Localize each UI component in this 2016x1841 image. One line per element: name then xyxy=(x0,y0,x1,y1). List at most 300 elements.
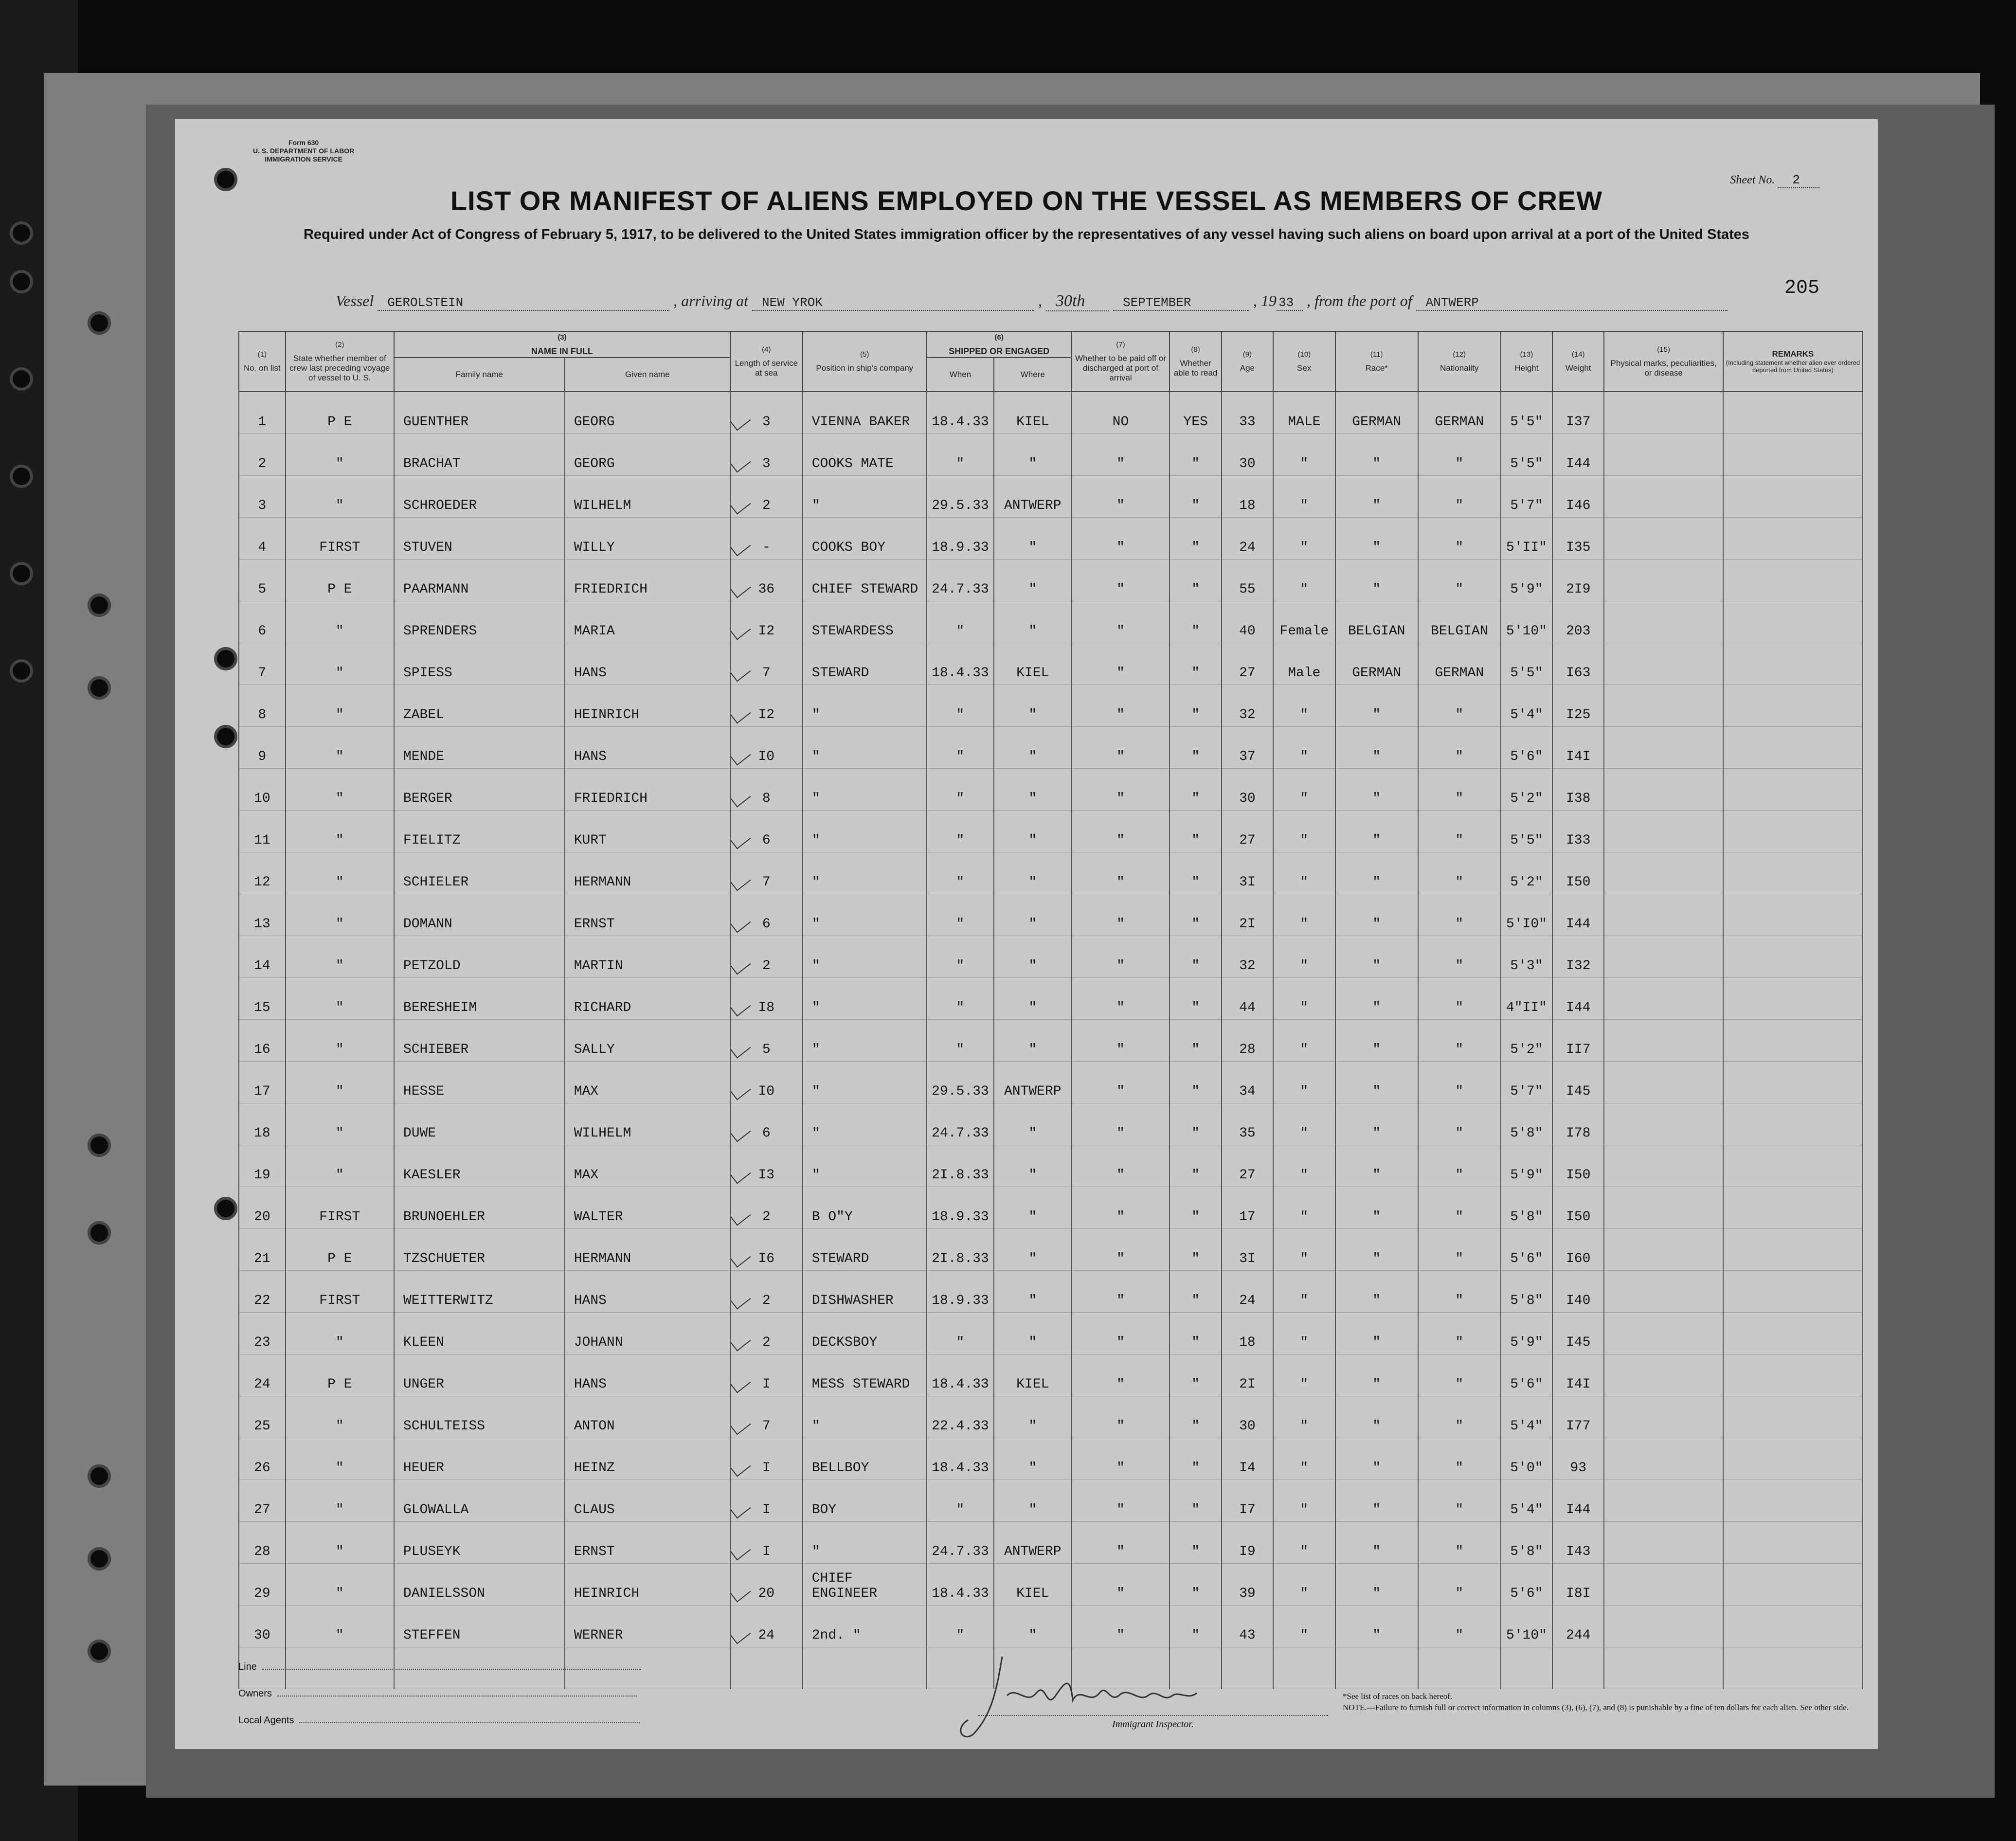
cell-weight: I77 xyxy=(1552,1396,1604,1438)
cell-weight: I4I xyxy=(1552,727,1604,769)
cell-previous-voyage: " xyxy=(286,1020,394,1062)
cell-service-length: - xyxy=(730,518,803,560)
cell-age: 43 xyxy=(1222,1606,1273,1647)
cell-able-to-read: " xyxy=(1170,1062,1221,1103)
cell-position: " xyxy=(803,936,927,978)
cell-able-to-read: " xyxy=(1170,601,1221,643)
cell-weight: I44 xyxy=(1552,1480,1604,1522)
cell-sex: " xyxy=(1273,518,1335,560)
cell-sex: " xyxy=(1273,1271,1335,1313)
cell-race: " xyxy=(1335,1480,1418,1522)
cell-previous-voyage: " xyxy=(286,1564,394,1606)
cell-given-name: WERNER xyxy=(565,1606,730,1647)
cell-shipped-where: " xyxy=(994,1480,1071,1522)
cell-row-number: 6 xyxy=(239,601,286,643)
cell-age: 32 xyxy=(1222,685,1273,727)
binder-hole xyxy=(88,594,111,617)
cell-sex: Male xyxy=(1273,643,1335,685)
cell-position: DISHWASHER xyxy=(803,1271,927,1313)
cell-race: GERMAN xyxy=(1335,392,1418,434)
cell-weight: 244 xyxy=(1552,1606,1604,1647)
cell-service-length: 3 xyxy=(730,392,803,434)
cell-family-name: PAARMANN xyxy=(394,560,565,601)
cell-paid-off: " xyxy=(1071,1564,1170,1606)
cell-shipped-where: " xyxy=(994,852,1071,894)
cell-nationality: " xyxy=(1418,1271,1501,1313)
cell-shipped-when: " xyxy=(927,978,994,1020)
cell-given-name: MAX xyxy=(565,1145,730,1187)
cell-height: 5'II" xyxy=(1501,518,1552,560)
cell-shipped-when: " xyxy=(927,727,994,769)
cell-physical-marks xyxy=(1604,1564,1723,1606)
cell-paid-off: " xyxy=(1071,1354,1170,1396)
cell-shipped-where: KIEL xyxy=(994,392,1071,434)
cell-age: 3I xyxy=(1222,1229,1273,1271)
table-row xyxy=(239,643,1863,685)
col-header-name: (3) NAME IN FULL xyxy=(394,331,730,358)
cell-race: " xyxy=(1335,1313,1418,1354)
cell-family-name: PETZOLD xyxy=(394,936,565,978)
cell-remarks xyxy=(1723,1606,1863,1647)
cell-given-name: HERMANN xyxy=(565,852,730,894)
arrival-port: NEW YROK xyxy=(752,295,1034,311)
cell-able-to-read: " xyxy=(1170,1103,1221,1145)
cell-shipped-when: 29.5.33 xyxy=(927,476,994,518)
cell-remarks xyxy=(1723,1187,1863,1229)
cell-weight: I32 xyxy=(1552,936,1604,978)
cell-nationality: " xyxy=(1418,685,1501,727)
cell-previous-voyage: " xyxy=(286,852,394,894)
cell-height: 5'7" xyxy=(1501,476,1552,518)
cell-previous-voyage: " xyxy=(286,1522,394,1564)
cell-service-length: 2 xyxy=(730,1187,803,1229)
cell-given-name: WALTER xyxy=(565,1187,730,1229)
cell-paid-off: " xyxy=(1071,1522,1170,1564)
cell-sex: " xyxy=(1273,1564,1335,1606)
cell-given-name: RICHARD xyxy=(565,978,730,1020)
cell-shipped-where: KIEL xyxy=(994,1564,1071,1606)
cell-sex: " xyxy=(1273,936,1335,978)
cell-family-name: KLEEN xyxy=(394,1313,565,1354)
cell-previous-voyage: " xyxy=(286,894,394,936)
cell-given-name: HANS xyxy=(565,643,730,685)
cell-service-length: 6 xyxy=(730,1103,803,1145)
cell-shipped-where: " xyxy=(994,811,1071,852)
cell-physical-marks xyxy=(1604,434,1723,476)
table-row xyxy=(239,1271,1863,1313)
cell-able-to-read: " xyxy=(1170,560,1221,601)
cell-sex: " xyxy=(1273,560,1335,601)
table-row xyxy=(239,434,1863,476)
cell-nationality: " xyxy=(1418,1354,1501,1396)
cell-service-length: 7 xyxy=(730,1396,803,1438)
cell-weight: I43 xyxy=(1552,1522,1604,1564)
cell-remarks xyxy=(1723,1103,1863,1145)
col-header-position: (5) Position in ship's company xyxy=(803,331,927,392)
cell-given-name: SALLY xyxy=(565,1020,730,1062)
footer-line-field xyxy=(238,1661,641,1673)
cell-paid-off: " xyxy=(1071,936,1170,978)
cell-age: 34 xyxy=(1222,1062,1273,1103)
table-row xyxy=(239,518,1863,560)
cell-service-length: 7 xyxy=(730,852,803,894)
cell-paid-off: " xyxy=(1071,894,1170,936)
cell-race: " xyxy=(1335,1438,1418,1480)
cell-row-number: 14 xyxy=(239,936,286,978)
cell-weight: I50 xyxy=(1552,1145,1604,1187)
table-row xyxy=(239,1438,1863,1480)
cell-race: " xyxy=(1335,1354,1418,1396)
cell-service-length: 2 xyxy=(730,476,803,518)
cell-nationality: " xyxy=(1418,476,1501,518)
cell-family-name: FIELITZ xyxy=(394,811,565,852)
table-row xyxy=(239,727,1863,769)
cell-nationality: " xyxy=(1418,560,1501,601)
cell-previous-voyage: " xyxy=(286,1480,394,1522)
table-row xyxy=(239,1480,1863,1522)
cell-service-length: 5 xyxy=(730,1020,803,1062)
cell-able-to-read: " xyxy=(1170,1606,1221,1647)
footnote xyxy=(1343,1691,1854,1713)
manifest-sheet xyxy=(175,119,1878,1749)
cell-nationality: " xyxy=(1418,978,1501,1020)
cell-shipped-where: KIEL xyxy=(994,1354,1071,1396)
cell-previous-voyage: " xyxy=(286,727,394,769)
cell-sex: " xyxy=(1273,476,1335,518)
cell-sex: " xyxy=(1273,978,1335,1020)
cell-paid-off: " xyxy=(1071,601,1170,643)
cell-physical-marks xyxy=(1604,936,1723,978)
cell-empty xyxy=(1604,1647,1723,1689)
cell-position: BOY xyxy=(803,1480,927,1522)
cell-race: " xyxy=(1335,1271,1418,1313)
cell-able-to-read: " xyxy=(1170,727,1221,769)
cell-previous-voyage: " xyxy=(286,685,394,727)
form-number: Form 630 xyxy=(288,139,319,146)
cell-able-to-read: " xyxy=(1170,643,1221,685)
cell-able-to-read: " xyxy=(1170,1187,1221,1229)
cell-given-name: HANS xyxy=(565,1271,730,1313)
cell-weight: I40 xyxy=(1552,1271,1604,1313)
cell-race: " xyxy=(1335,727,1418,769)
cell-shipped-when: " xyxy=(927,811,994,852)
cell-race: BELGIAN xyxy=(1335,601,1418,643)
cell-physical-marks xyxy=(1604,1229,1723,1271)
cell-race: " xyxy=(1335,1396,1418,1438)
cell-paid-off: " xyxy=(1071,1020,1170,1062)
binder-hole xyxy=(10,562,33,585)
cell-weight: I37 xyxy=(1552,392,1604,434)
col-header-age: (9) Age xyxy=(1222,331,1273,392)
cell-physical-marks xyxy=(1604,476,1723,518)
cell-physical-marks xyxy=(1604,727,1723,769)
cell-remarks xyxy=(1723,518,1863,560)
cell-family-name: SCHIELER xyxy=(394,852,565,894)
cell-row-number: 24 xyxy=(239,1354,286,1396)
cell-physical-marks xyxy=(1604,1606,1723,1647)
cell-family-name: HESSE xyxy=(394,1062,565,1103)
cell-weight: 2I9 xyxy=(1552,560,1604,601)
col-header-sex: (10) Sex xyxy=(1273,331,1335,392)
cell-given-name: HANS xyxy=(565,1354,730,1396)
cell-shipped-where: " xyxy=(994,1606,1071,1647)
cell-nationality: " xyxy=(1418,1606,1501,1647)
cell-previous-voyage: P E xyxy=(286,1229,394,1271)
cell-race: " xyxy=(1335,685,1418,727)
cell-height: 5'6" xyxy=(1501,1564,1552,1606)
cell-service-length: 6 xyxy=(730,894,803,936)
vessel-line: Vessel GEROLSTEIN , arriving at NEW YROK , 30th SEPTEMBER , 19 33 , from the port of ANTWERP xyxy=(336,292,1728,311)
cell-nationality: " xyxy=(1418,1522,1501,1564)
cell-weight: I63 xyxy=(1552,643,1604,685)
cell-paid-off: " xyxy=(1071,1271,1170,1313)
cell-paid-off: " xyxy=(1071,1480,1170,1522)
binder-hole xyxy=(10,221,33,245)
cell-sex: " xyxy=(1273,1522,1335,1564)
cell-weight: I44 xyxy=(1552,434,1604,476)
cell-position: COOKS MATE xyxy=(803,434,927,476)
cell-paid-off: " xyxy=(1071,1103,1170,1145)
cell-position: CHIEF ENGINEER xyxy=(803,1564,927,1606)
cell-given-name: GEORG xyxy=(565,392,730,434)
cell-service-length: 2 xyxy=(730,1313,803,1354)
cell-able-to-read: " xyxy=(1170,1313,1221,1354)
cell-service-length: I0 xyxy=(730,727,803,769)
binder-hole xyxy=(214,168,237,191)
cell-height: 5'4" xyxy=(1501,1396,1552,1438)
crew-table-frame xyxy=(238,331,1863,1643)
cell-empty xyxy=(1418,1647,1501,1689)
cell-service-length: 2 xyxy=(730,1271,803,1313)
cell-paid-off: NO xyxy=(1071,392,1170,434)
cell-paid-off: " xyxy=(1071,727,1170,769)
cell-sex: " xyxy=(1273,1103,1335,1145)
cell-sex: " xyxy=(1273,1438,1335,1480)
cell-row-number: 4 xyxy=(239,518,286,560)
binder-hole xyxy=(88,1547,111,1570)
table-row xyxy=(239,1564,1863,1606)
footnote-penalty: NOTE.—Failure to furnish full or correct information in columns (3), (6), (7), and (8) is punishable by a fine of ten dollars for each alien. See other side. xyxy=(1343,1703,1849,1712)
binder-hole xyxy=(10,367,33,391)
cell-height: 5'5" xyxy=(1501,392,1552,434)
cell-shipped-where: " xyxy=(994,518,1071,560)
cell-able-to-read: " xyxy=(1170,1438,1221,1480)
cell-sex: " xyxy=(1273,1313,1335,1354)
cell-nationality: " xyxy=(1418,1229,1501,1271)
cell-position: " xyxy=(803,852,927,894)
cell-nationality: " xyxy=(1418,769,1501,811)
sheet-number-label: Sheet No. xyxy=(1730,174,1775,186)
cell-shipped-when: 18.9.33 xyxy=(927,518,994,560)
col-header-given-name: Given name xyxy=(565,358,730,392)
cell-previous-voyage: " xyxy=(286,978,394,1020)
cell-remarks xyxy=(1723,1313,1863,1354)
cell-physical-marks xyxy=(1604,1354,1723,1396)
cell-service-length: I xyxy=(730,1522,803,1564)
cell-family-name: TZSCHUETER xyxy=(394,1229,565,1271)
table-row xyxy=(239,936,1863,978)
cell-age: 3I xyxy=(1222,852,1273,894)
cell-position: " xyxy=(803,1062,927,1103)
cell-shipped-when: 2I.8.33 xyxy=(927,1145,994,1187)
cell-paid-off: " xyxy=(1071,518,1170,560)
cell-race: " xyxy=(1335,852,1418,894)
cell-race: " xyxy=(1335,1020,1418,1062)
cell-position: " xyxy=(803,1145,927,1187)
cell-row-number: 10 xyxy=(239,769,286,811)
owners-label: Owners xyxy=(238,1688,272,1699)
cell-shipped-where: " xyxy=(994,560,1071,601)
cell-shipped-where: " xyxy=(994,1103,1071,1145)
cell-nationality: " xyxy=(1418,1103,1501,1145)
cell-sex: " xyxy=(1273,1229,1335,1271)
cell-physical-marks xyxy=(1604,1187,1723,1229)
cell-previous-voyage: FIRST xyxy=(286,1187,394,1229)
cell-nationality: " xyxy=(1418,1062,1501,1103)
cell-family-name: ZABEL xyxy=(394,685,565,727)
cell-able-to-read: " xyxy=(1170,1145,1221,1187)
col-header-shipped: (6) SHIPPED OR ENGAGED xyxy=(927,331,1072,358)
cell-given-name: WILLY xyxy=(565,518,730,560)
table-row xyxy=(239,1522,1863,1564)
cell-weight: I50 xyxy=(1552,852,1604,894)
cell-row-number: 11 xyxy=(239,811,286,852)
cell-row-number: 19 xyxy=(239,1145,286,1187)
cell-age: 30 xyxy=(1222,434,1273,476)
cell-age: 37 xyxy=(1222,727,1273,769)
cell-position: VIENNA BAKER xyxy=(803,392,927,434)
cell-remarks xyxy=(1723,1522,1863,1564)
cell-shipped-where: " xyxy=(994,1020,1071,1062)
cell-shipped-when: 2I.8.33 xyxy=(927,1229,994,1271)
table-row xyxy=(239,978,1863,1020)
cell-physical-marks xyxy=(1604,1145,1723,1187)
cell-position: " xyxy=(803,476,927,518)
cell-physical-marks xyxy=(1604,601,1723,643)
cell-age: 2I xyxy=(1222,894,1273,936)
cell-shipped-when: 18.4.33 xyxy=(927,643,994,685)
vessel-name: GEROLSTEIN xyxy=(378,295,669,311)
table-row xyxy=(239,1020,1863,1062)
cell-nationality: BELGIAN xyxy=(1418,601,1501,643)
cell-age: 30 xyxy=(1222,1396,1273,1438)
cell-height: 5'7" xyxy=(1501,1062,1552,1103)
cell-age: 27 xyxy=(1222,811,1273,852)
cell-age: I9 xyxy=(1222,1522,1273,1564)
cell-given-name: HEINRICH xyxy=(565,1564,730,1606)
arrival-year: 33 xyxy=(1277,295,1303,311)
cell-remarks xyxy=(1723,1354,1863,1396)
form-identifier xyxy=(253,139,354,163)
col-header-weight: (14) Weight xyxy=(1552,331,1604,392)
cell-position: " xyxy=(803,978,927,1020)
year-prefix: , 19 xyxy=(1253,292,1277,309)
cell-shipped-where: " xyxy=(994,1313,1071,1354)
cell-row-number: 26 xyxy=(239,1438,286,1480)
cell-physical-marks xyxy=(1604,1396,1723,1438)
cell-able-to-read: " xyxy=(1170,894,1221,936)
cell-age: 24 xyxy=(1222,1271,1273,1313)
cell-family-name: KAESLER xyxy=(394,1145,565,1187)
cell-previous-voyage: " xyxy=(286,1313,394,1354)
cell-remarks xyxy=(1723,434,1863,476)
cell-given-name: HANS xyxy=(565,727,730,769)
cell-position: " xyxy=(803,1396,927,1438)
col-header-paid-off: (7) Whether to be paid off or discharged at port of arrival xyxy=(1071,331,1170,392)
binder-hole xyxy=(214,1197,237,1220)
cell-shipped-where: " xyxy=(994,978,1071,1020)
cell-family-name: GUENTHER xyxy=(394,392,565,434)
cell-height: 5'6" xyxy=(1501,727,1552,769)
from-label: , from the port of xyxy=(1306,292,1412,309)
cell-sex: " xyxy=(1273,811,1335,852)
col-header-race: (11) Race* xyxy=(1335,331,1418,392)
cell-paid-off: " xyxy=(1071,685,1170,727)
cell-family-name: UNGER xyxy=(394,1354,565,1396)
cell-sex: MALE xyxy=(1273,392,1335,434)
col-header-previous-voyage: (2) State whether member of crew last preceding voyage of vessel to U. S. xyxy=(286,331,394,392)
cell-service-length: I6 xyxy=(730,1229,803,1271)
cell-race: " xyxy=(1335,936,1418,978)
cell-age: 17 xyxy=(1222,1187,1273,1229)
cell-family-name: STEFFEN xyxy=(394,1606,565,1647)
cell-family-name: STUVEN xyxy=(394,518,565,560)
cell-able-to-read: " xyxy=(1170,978,1221,1020)
cell-height: 5'8" xyxy=(1501,1271,1552,1313)
cell-physical-marks xyxy=(1604,769,1723,811)
cell-remarks xyxy=(1723,1020,1863,1062)
cell-paid-off: " xyxy=(1071,978,1170,1020)
cell-shipped-when: 29.5.33 xyxy=(927,1062,994,1103)
cell-sex: " xyxy=(1273,1020,1335,1062)
cell-family-name: SCHROEDER xyxy=(394,476,565,518)
cell-position: " xyxy=(803,685,927,727)
cell-sex: Female xyxy=(1273,601,1335,643)
cell-given-name: FRIEDRICH xyxy=(565,560,730,601)
cell-previous-voyage: " xyxy=(286,1396,394,1438)
cell-service-length: 2 xyxy=(730,936,803,978)
cell-race: " xyxy=(1335,1564,1418,1606)
cell-weight: 203 xyxy=(1552,601,1604,643)
table-row xyxy=(239,476,1863,518)
cell-shipped-when: 22.4.33 xyxy=(927,1396,994,1438)
cell-physical-marks xyxy=(1604,1313,1723,1354)
cell-family-name: DANIELSSON xyxy=(394,1564,565,1606)
cell-row-number: 27 xyxy=(239,1480,286,1522)
cell-weight: 93 xyxy=(1552,1438,1604,1480)
cell-sex: " xyxy=(1273,1606,1335,1647)
cell-nationality: " xyxy=(1418,1396,1501,1438)
cell-service-length: I0 xyxy=(730,1062,803,1103)
cell-paid-off: " xyxy=(1071,1229,1170,1271)
cell-given-name: HEINRICH xyxy=(565,685,730,727)
cell-family-name: BERESHEIM xyxy=(394,978,565,1020)
cell-physical-marks xyxy=(1604,1438,1723,1480)
cell-position: " xyxy=(803,894,927,936)
cell-able-to-read: " xyxy=(1170,1229,1221,1271)
cell-family-name: PLUSEYK xyxy=(394,1522,565,1564)
cell-shipped-when: 18.9.33 xyxy=(927,1271,994,1313)
cell-weight: I50 xyxy=(1552,1187,1604,1229)
cell-given-name: MARIA xyxy=(565,601,730,643)
cell-shipped-when: " xyxy=(927,434,994,476)
table-row xyxy=(239,894,1863,936)
cell-physical-marks xyxy=(1604,392,1723,434)
cell-position: 2nd. " xyxy=(803,1606,927,1647)
cell-weight: I44 xyxy=(1552,894,1604,936)
table-row xyxy=(239,685,1863,727)
cell-able-to-read: " xyxy=(1170,685,1221,727)
